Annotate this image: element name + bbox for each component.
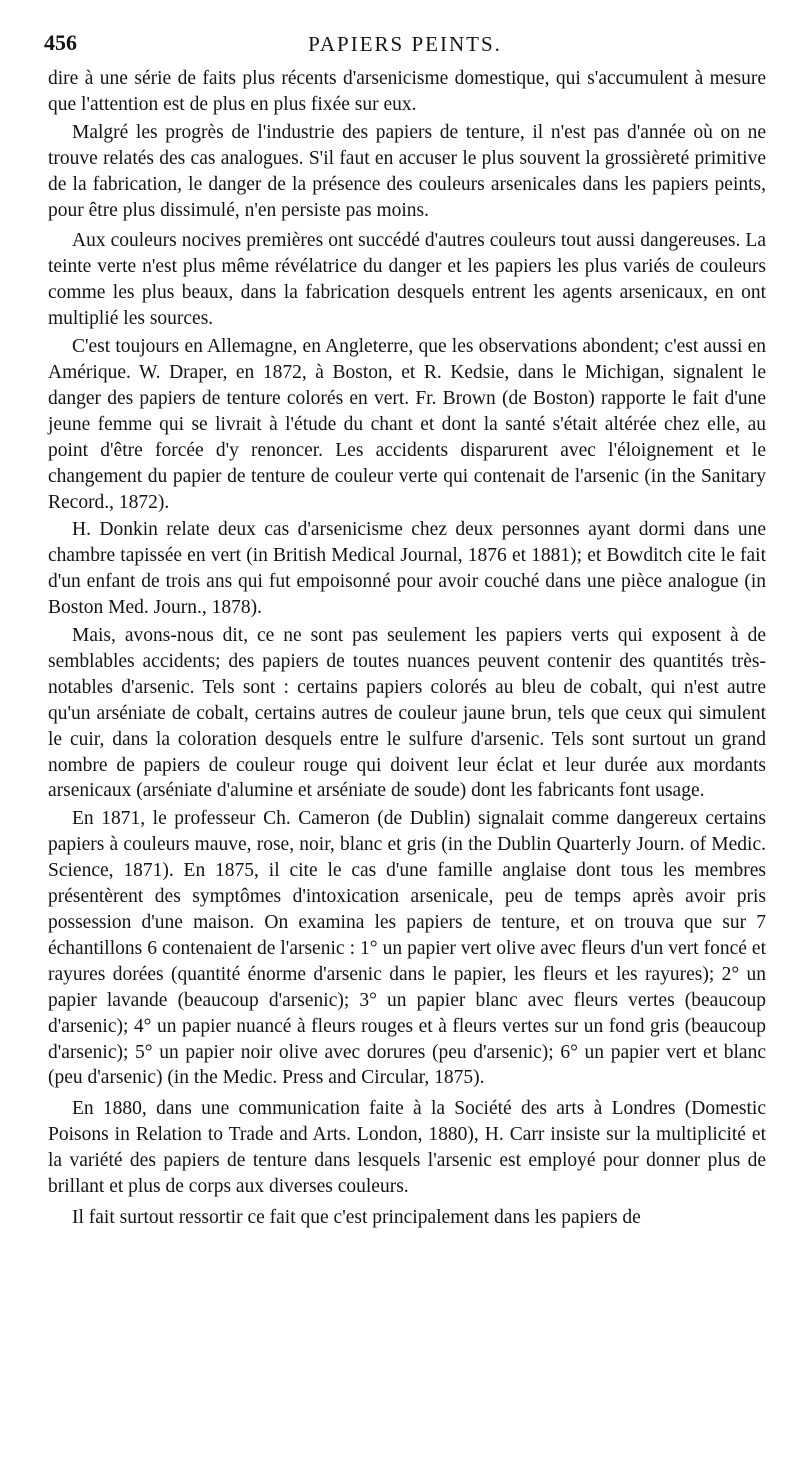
running-title: PAPIERS PEINTS. <box>308 32 502 56</box>
page-number: 456 <box>44 30 77 55</box>
paragraph-4: C'est toujours en Allemagne, en Angleterre, que les observations abondent; c'est aussi en Amérique. W. Draper, en 1872, à Boston, et R. Kedsie, dans le Michigan, signalent le danger des papiers de tenture colorés en vert. Fr. Brown (de Boston) rapporte le fait d'une jeune femme qui se livrait à l'étude du chant et dont la santé s'était altérée chez elle, au point d'être forcée d'y renoncer. Les accidents disparurent avec l'éloignement et le changement du papier de tenture de couleur verte qui contenait de l'arsenic (in the Sanitary Record., 1872). <box>48 336 766 513</box>
paragraph-8: En 1880, dans une communication faite à la Société des arts à Londres (Domestic Poisons in Relation to Trade and Arts. London, 1880), H. Carr insiste sur la multiplicité et la variété des papiers de tenture dans lesquels l'arsenic est employé pour donner plus de brillant et plus de corps aux diverses couleurs. <box>48 1098 766 1198</box>
paragraph-2: Malgré les progrès de l'industrie des papiers de tenture, il n'est pas d'année où on ne trouve relatés des cas analogues. S'il faut en accuser le plus souvent la grossièreté primitive de la fabrication, le danger de la présence des couleurs arsenicales dans les papiers peints, pour être plus dissimulé, n'en persiste pas moins. <box>48 121 766 221</box>
paragraph-3: Aux couleurs nocives premières ont succédé d'autres couleurs tout aussi dangereuses. La teinte verte n'est plus même révélatrice du danger et les papiers les plus variés de couleurs comme les plus beaux, dans la fabrication desquels entrent les agents arsenicaux, en ont multiplié les sources. <box>48 230 766 330</box>
paragraph-9: Il fait surtout ressortir ce fait que c'est principalement dans les papiers de <box>72 1206 641 1228</box>
paragraph-6: Mais, avons-nous dit, ce ne sont pas seulement les papiers verts qui exposent à de semblables accidents; des papiers de toutes nuances peuvent contenir des quantités très-notables d'arsenic. Tels sont : certains papiers colorés au bleu de cobalt, qui n'est autre qu'un arséniate de cobalt, certains autres de couleur jaune brun, tels que ceux qui simulent le cuir, dans la coloration desquels entre le sulfure d'arsenic. Tels sont surtout un grand nombre de papiers de couleur rouge qui doivent leur éclat et leur durée aux mordants arsenicaux (arséniate d'alumine et arséniate de soude) dont les fabricants font usage. <box>48 625 766 802</box>
body-text <box>48 66 766 1233</box>
paragraph-1: dire à une série de faits plus récents d'arsenicisme domestique, qui s'accumulent à mesure que l'attention est de plus en plus fixée sur eux. <box>48 68 766 115</box>
paragraph-5: H. Donkin relate deux cas d'arsenicisme chez deux personnes ayant dormi dans une chambre tapissée en vert (in British Medical Journal, 1876 et 1881); et Bowditch cite le fait d'un enfant de trois ans qui fut empoisonné pour avoir couché dans une pièce analogue (in Boston Med. Journ., 1878). <box>48 519 766 619</box>
page-header <box>44 30 766 60</box>
paragraph-7: En 1871, le professeur Ch. Cameron (de Dublin) signalait comme dangereux certains papiers à couleurs mauve, rose, noir, blanc et gris (in the Dublin Quarterly Journ. of Medic. Science, 1871). En 1875, il cite le cas d'une famille anglaise dont tous les membres présentèrent des symptômes d'intoxication arsenicale, peu de temps après avoir pris possession d'une maison. On examina les papiers de tenture, et on trouva que sur 7 échantillons 6 contenaient de l'arsenic : 1° un papier vert olive avec fleurs d'un vert foncé et rayures dorées (quantité énorme d'arsenic dans le papier, les fleurs et les rayures); 2° un papier lavande (beaucoup d'arsenic); 3° un papier blanc avec fleurs vertes (beaucoup d'arsenic); 4° un papier nuancé à fleurs rouges et à fleurs vertes sur un fond gris (beaucoup d'arsenic); 5° un papier noir olive avec dorures (peu d'arsenic); 6° un papier vert et blanc (peu d'arsenic) (in the Medic. Press and Circular, 1875). <box>48 808 766 1089</box>
